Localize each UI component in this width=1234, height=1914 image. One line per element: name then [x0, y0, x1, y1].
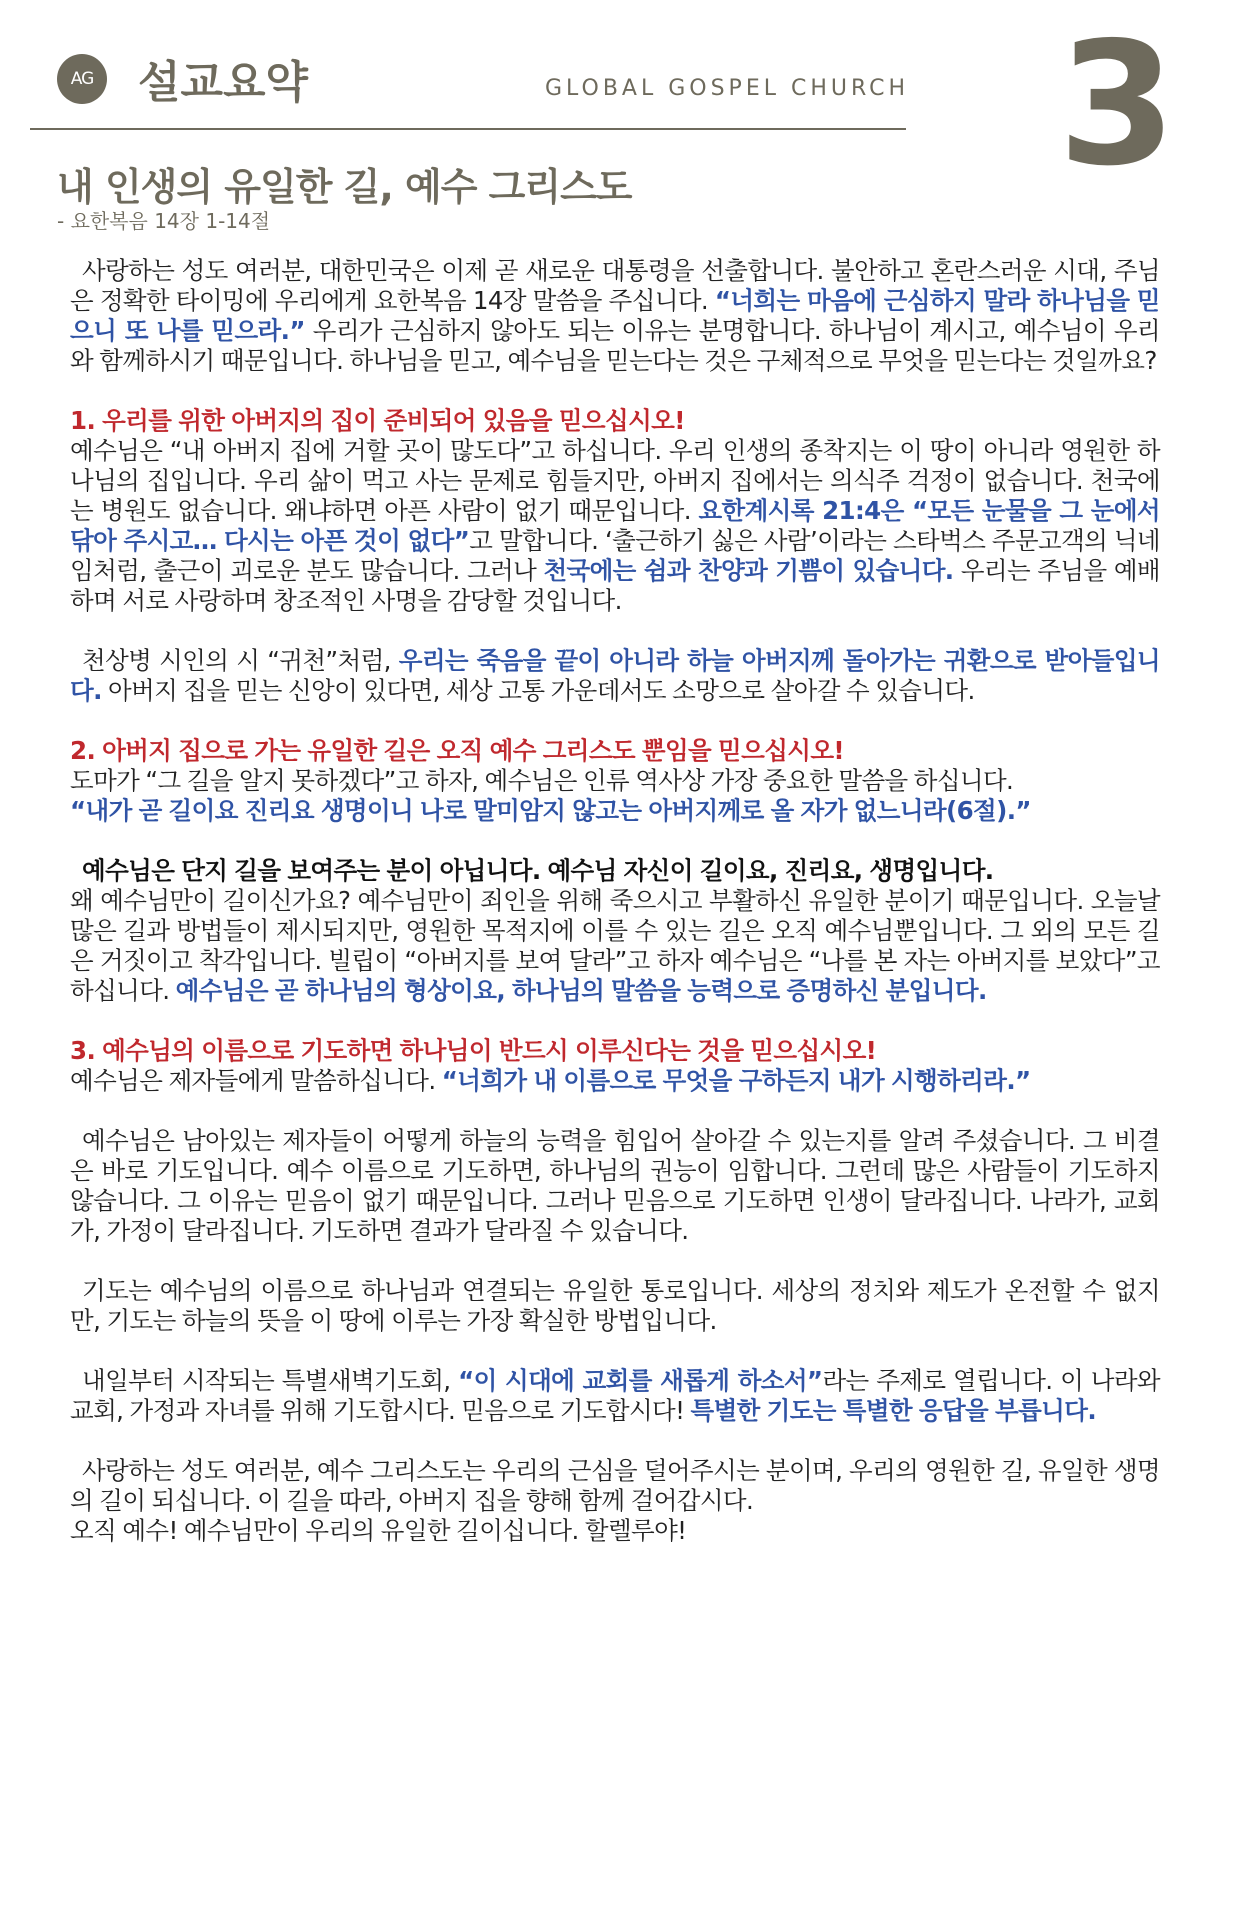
scripture-reference: - 요한복음 14장 1-14절 [57, 209, 271, 233]
way-paragraph [70, 886, 1160, 1006]
text: 예수님은 “내 아버지 집에 거할 곳이 많도다”고 하십니다. 우리 인생의 종착지는 이 땅이 아니라 영원한 하나님의 집입니다. 우리 삶이 먹고 사는 문제로 힘들지만, 아버지 집에서는 의식주 걱정이 없습니다. 천국에는 병원도 없습니다. 왜냐하면 아픈 사람이 없기 때문입니다. [70, 436, 1160, 525]
highlight-quote: “너희는 마음에 근심하지 말라 하나님을 믿으니 또 나를 믿으라.” [70, 286, 1160, 345]
closing-paragraph: 사랑하는 성도 여러분, 예수 그리스도는 우리의 근심을 덜어주시는 분이며, 우리의 영원한 길, 유일한 생명의 길이 되십니다. 이 길을 따라, 아버지 집을 향해 함께 걸어갑시다. [70, 1456, 1160, 1515]
point-3-heading: 3. 예수님의 이름으로 기도하면 하나님이 반드시 이루신다는 것을 믿으십시오! [70, 1036, 877, 1065]
text: 우리는 주님을 예배하며 서로 사랑하며 창조적인 사명을 감당할 것입니다. [70, 556, 1160, 615]
highlight-quote: “이 시대에 교회를 새롭게 하소서” [458, 1366, 823, 1395]
text: 예수님은 제자들에게 말씀하십니다. [70, 1066, 442, 1095]
dawn-prayer-paragraph [70, 1366, 1160, 1426]
sermon-body [70, 256, 1160, 1546]
text: 고 말합니다. ‘출근하기 싫은 사람’이라는 스타벅스 주문고객의 닉네임처럼, 출근이 괴로운 분도 많습니다. 그러나 [70, 526, 1160, 585]
text: 천상병 시인의 시 “귀천”처럼, [82, 646, 399, 675]
point-1-heading: 1. 우리를 위한 아버지의 집이 준비되어 있음을 믿으십시오! [70, 406, 685, 435]
highlight-quote: 특별한 기도는 특별한 응답을 부릅니다. [690, 1396, 1097, 1425]
point-2-quote: “내가 곧 길이요 진리요 생명이니 나로 말미암지 않고는 아버지께로 올 자가 없느니라(6절).” [70, 796, 1031, 825]
highlight-quote: 예수님은 곧 하나님의 형상이요, 하나님의 말씀을 능력으로 증명하신 분입니다. [175, 976, 987, 1005]
page-number: 3 [1058, 6, 1177, 204]
intro-paragraph [70, 256, 1160, 376]
point-1-paragraph [70, 436, 1160, 616]
channel-paragraph: 기도는 예수님의 이름으로 하나님과 연결되는 유일한 통로입니다. 세상의 정치와 제도가 온전할 수 없지만, 기도는 하늘의 뜻을 이 땅에 이루는 가장 확실한 방법입니다. [70, 1276, 1160, 1335]
text: 아버지 집을 믿는 신앙이 있다면, 세상 고통 가운데서도 소망으로 살아갈 수 있습니다. [101, 676, 975, 705]
header-divider [30, 128, 906, 130]
page-header [0, 0, 1234, 240]
sermon-title: 내 인생의 유일한 길, 예수 그리스도 [57, 165, 632, 209]
text: 라는 주제로 열립니다. 이 나라와 교회, 가정과 자녀를 위해 기도합시다. 믿음으로 기도합시다! [70, 1366, 1161, 1425]
point-3-paragraph [70, 1066, 1160, 1096]
point-2-heading: 2. 아버지 집으로 가는 유일한 길은 오직 예수 그리스도 뿐임을 믿으십시오! [70, 736, 844, 765]
text: 왜 예수님만이 길이신가요? 예수님만이 죄인을 위해 죽으시고 부활하신 유일한 분이기 때문입니다. 오늘날 많은 길과 방법들이 제시되지만, 영원한 목적지에 이를 수 있는 길은 오직 예수님뿐입니다. 그 외의 모든 길은 거짓이고 착각입니다. 빌립이 “아버지를 보여 달라”고 하자 예수님은 “나를 본 자는 아버지를 보았다”고 하십니다. [70, 886, 1160, 1005]
way-emphasis: 예수님은 단지 길을 보여주는 분이 아닙니다. 예수님 자신이 길이요, 진리요, 생명입니다. [82, 856, 994, 885]
highlight-quote: 천국에는 쉼과 찬양과 기쁨이 있습니다. [543, 556, 954, 585]
highlight-quote: 우리는 죽음을 끝이 아니라 하늘 아버지께 돌아가는 귀환으로 받아들입니다. [70, 646, 1160, 705]
section-title: 설교요약 [138, 57, 309, 108]
text: 사랑하는 성도 여러분, 대한민국은 이제 곧 새로운 대통령을 선출합니다. 불안하고 혼란스러운 시대, 주님은 정확한 타이밍에 우리에게 요한복음 14장 말씀을 주십니다. [70, 256, 1160, 315]
church-logo: AG [57, 54, 107, 104]
highlight-quote: 요한계시록 21:4은 “모든 눈물을 그 눈에서 닦아 주시고… 다시는 아픈 것이 없다” [70, 496, 1160, 555]
point-2-paragraph [70, 766, 1160, 796]
poem-paragraph [70, 646, 1160, 706]
prayer-paragraph: 예수님은 남아있는 제자들이 어떻게 하늘의 능력을 힘입어 살아갈 수 있는지를 알려 주셨습니다. 그 비결은 바로 기도입니다. 예수 이름으로 기도하면, 하나님의 권능이 임합니다. 그런데 많은 사람들이 기도하지 않습니다. 그 이유는 믿음이 없기 때문입니다. 그러나 믿음으로 기도하면 인생이 달라집니다. 나라가, 교회가, 가정이 달라집니다. 기도하면 결과가 달라질 수 있습니다. [70, 1126, 1160, 1245]
highlight-quote: “너희가 내 이름으로 무엇을 구하든지 내가 시행하리라.” [441, 1066, 1031, 1095]
text: 내일부터 시작되는 특별새벽기도회, [82, 1366, 459, 1395]
church-name: GLOBAL GOSPEL CHURCH [545, 76, 910, 101]
text: 도마가 “그 길을 알지 못하겠다”고 하자, 예수님은 인류 역사상 가장 중요한 말씀을 하십니다. [70, 766, 1014, 795]
text: 우리가 근심하지 않아도 되는 이유는 분명합니다. 하나님이 계시고, 예수님이 우리와 함께하시기 때문입니다. 하나님을 믿고, 예수님을 믿는다는 것은 구체적으로 무엇을 믿는다는 것일까요? [70, 316, 1160, 375]
closing-line: 오직 예수! 예수님만이 우리의 유일한 길이십니다. 할렐루야! [70, 1516, 687, 1545]
